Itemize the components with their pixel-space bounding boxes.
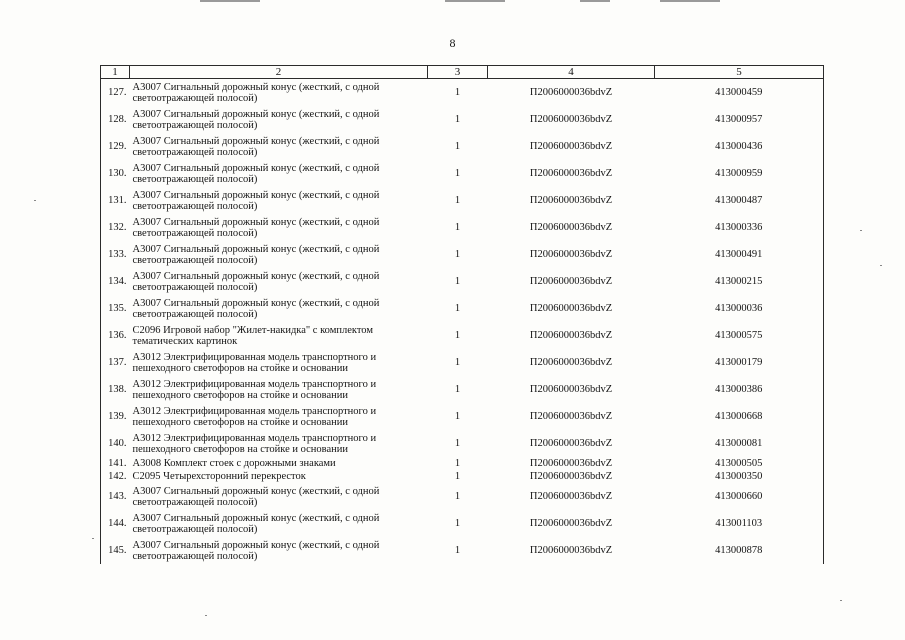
table-row	[101, 483, 824, 510]
table-row	[101, 133, 824, 160]
table-row	[101, 106, 824, 133]
item-quantity: 1	[454, 438, 461, 449]
inventory-number: 413000336	[655, 214, 824, 241]
inventory-number: 413000179	[655, 349, 824, 376]
item-quantity: 1	[454, 222, 461, 233]
inventory-number: 413000668	[655, 403, 824, 430]
row-number: 129.	[101, 133, 130, 160]
row-number: 127.	[101, 79, 130, 107]
item-name: A3007 Сигнальный дорожный конус (жесткий, с одной светоотражающей полосой)	[132, 297, 380, 320]
item-name: C2095 Четырехсторонний перекресток	[132, 471, 306, 482]
inventory-number: 413000386	[655, 376, 824, 403]
item-name: A3012 Электрифицированная модель транспортного и пешеходного светофоров на стойке и основании	[132, 378, 377, 401]
item-name: A3007 Сигнальный дорожный конус (жесткий, с одной светоотражающей полосой)	[132, 512, 380, 535]
row-number: 128.	[101, 106, 130, 133]
item-name: A3007 Сигнальный дорожный конус (жесткий, с одной светоотражающей полосой)	[132, 243, 380, 266]
item-code: П2006000036bdvZ	[529, 384, 613, 395]
table-row	[101, 187, 824, 214]
inventory-number: 413000660	[655, 483, 824, 510]
item-quantity: 1	[454, 276, 461, 287]
item-quantity: 1	[454, 195, 461, 206]
item-code: П2006000036bdvZ	[529, 491, 613, 502]
item-name: A3007 Сигнальный дорожный конус (жесткий, с одной светоотражающей полосой)	[132, 539, 380, 562]
scan-artifact-line	[660, 0, 720, 2]
table-row	[101, 349, 824, 376]
item-name: A3007 Сигнальный дорожный конус (жесткий, с одной светоотражающей полосой)	[132, 216, 380, 239]
inventory-number: 413000575	[655, 322, 824, 349]
scan-speck	[840, 600, 842, 601]
item-code: П2006000036bdvZ	[529, 222, 613, 233]
row-number: 142.	[101, 470, 130, 483]
table-row	[101, 241, 824, 268]
item-name: A3007 Сигнальный дорожный конус (жесткий, с одной светоотражающей полосой)	[132, 485, 380, 508]
table-row	[101, 510, 824, 537]
inventory-number: 413000505	[655, 457, 824, 470]
table-row	[101, 295, 824, 322]
row-number: 135.	[101, 295, 130, 322]
item-quantity: 1	[454, 141, 461, 152]
row-number: 139.	[101, 403, 130, 430]
item-code: П2006000036bdvZ	[529, 471, 613, 482]
row-number: 134.	[101, 268, 130, 295]
row-number: 144.	[101, 510, 130, 537]
inventory-number: 413000487	[655, 187, 824, 214]
row-number: 131.	[101, 187, 130, 214]
page-number: 8	[449, 36, 456, 50]
scan-speck	[205, 615, 207, 616]
inventory-number: 413000957	[655, 106, 824, 133]
item-code: П2006000036bdvZ	[529, 141, 613, 152]
inventory-number: 413001103	[655, 510, 824, 537]
item-quantity: 1	[454, 491, 461, 502]
row-number: 137.	[101, 349, 130, 376]
row-number: 141.	[101, 457, 130, 470]
item-name: A3012 Электрифицированная модель транспортного и пешеходного светофоров на стойке и основании	[132, 351, 377, 374]
item-quantity: 1	[454, 249, 461, 260]
scan-artifact-line	[445, 0, 505, 2]
scan-artifact-line	[580, 0, 610, 2]
item-name: C2096 Игровой набор "Жилет-накидка" с комплектом тематических картинок	[132, 324, 373, 347]
scan-artifact-line	[200, 0, 260, 2]
item-name: A3012 Электрифицированная модель транспортного и пешеходного светофоров на стойке и основании	[132, 432, 377, 455]
item-quantity: 1	[454, 357, 461, 368]
item-quantity: 1	[454, 303, 461, 314]
item-quantity: 1	[454, 411, 461, 422]
item-code: П2006000036bdvZ	[529, 114, 613, 125]
scan-speck	[34, 200, 36, 201]
table-row	[101, 268, 824, 295]
item-code: П2006000036bdvZ	[529, 195, 613, 206]
inventory-number: 413000491	[655, 241, 824, 268]
scan-speck	[92, 538, 94, 539]
inventory-number: 413000436	[655, 133, 824, 160]
item-quantity: 1	[454, 471, 461, 482]
column-header: 4	[488, 66, 655, 79]
row-number: 136.	[101, 322, 130, 349]
table-row	[101, 457, 824, 470]
item-name: A3008 Комплект стоек с дорожными знаками	[132, 458, 336, 469]
row-number: 138.	[101, 376, 130, 403]
item-code: П2006000036bdvZ	[529, 249, 613, 260]
row-number: 132.	[101, 214, 130, 241]
row-number: 140.	[101, 430, 130, 457]
column-header: 1	[101, 66, 130, 79]
item-code: П2006000036bdvZ	[529, 411, 613, 422]
inventory-number: 413000878	[655, 537, 824, 564]
item-quantity: 1	[454, 384, 461, 395]
table-row	[101, 322, 824, 349]
inventory-number: 413000081	[655, 430, 824, 457]
inventory-number: 413000036	[655, 295, 824, 322]
row-number: 145.	[101, 537, 130, 564]
item-quantity: 1	[454, 87, 461, 98]
item-quantity: 1	[454, 458, 461, 469]
item-name: A3007 Сигнальный дорожный конус (жесткий, с одной светоотражающей полосой)	[132, 270, 380, 293]
item-name: A3007 Сигнальный дорожный конус (жесткий, с одной светоотражающей полосой)	[132, 189, 380, 212]
table-header-row	[101, 66, 824, 79]
item-quantity: 1	[454, 168, 461, 179]
row-number: 143.	[101, 483, 130, 510]
item-code: П2006000036bdvZ	[529, 518, 613, 529]
table-row	[101, 403, 824, 430]
table-row	[101, 430, 824, 457]
table-row	[101, 470, 824, 483]
item-name: A3007 Сигнальный дорожный конус (жесткий, с одной светоотражающей полосой)	[132, 81, 380, 104]
item-name: A3012 Электрифицированная модель транспортного и пешеходного светофоров на стойке и основании	[132, 405, 377, 428]
inventory-number: 413000350	[655, 470, 824, 483]
inventory-number: 413000459	[655, 79, 824, 107]
item-code: П2006000036bdvZ	[529, 458, 613, 469]
item-code: П2006000036bdvZ	[529, 303, 613, 314]
table-row	[101, 214, 824, 241]
item-quantity: 1	[454, 545, 461, 556]
row-number: 133.	[101, 241, 130, 268]
table-row	[101, 79, 824, 107]
column-header: 2	[130, 66, 428, 79]
inventory-number: 413000959	[655, 160, 824, 187]
item-code: П2006000036bdvZ	[529, 276, 613, 287]
item-code: П2006000036bdvZ	[529, 168, 613, 179]
column-header: 3	[428, 66, 488, 79]
item-code: П2006000036bdvZ	[529, 357, 613, 368]
inventory-table	[100, 65, 824, 564]
scan-speck	[860, 230, 862, 231]
item-code: П2006000036bdvZ	[529, 545, 613, 556]
table-body	[101, 79, 824, 565]
row-number: 130.	[101, 160, 130, 187]
column-header: 5	[655, 66, 824, 79]
item-code: П2006000036bdvZ	[529, 438, 613, 449]
item-quantity: 1	[454, 114, 461, 125]
item-name: A3007 Сигнальный дорожный конус (жесткий, с одной светоотражающей полосой)	[132, 108, 380, 131]
item-quantity: 1	[454, 518, 461, 529]
item-name: A3007 Сигнальный дорожный конус (жесткий, с одной светоотражающей полосой)	[132, 162, 380, 185]
table-row	[101, 376, 824, 403]
scan-speck	[880, 265, 882, 266]
item-quantity: 1	[454, 330, 461, 341]
item-code: П2006000036bdvZ	[529, 87, 613, 98]
table-row	[101, 537, 824, 564]
item-code: П2006000036bdvZ	[529, 330, 613, 341]
item-name: A3007 Сигнальный дорожный конус (жесткий, с одной светоотражающей полосой)	[132, 135, 380, 158]
table-row	[101, 160, 824, 187]
inventory-number: 413000215	[655, 268, 824, 295]
